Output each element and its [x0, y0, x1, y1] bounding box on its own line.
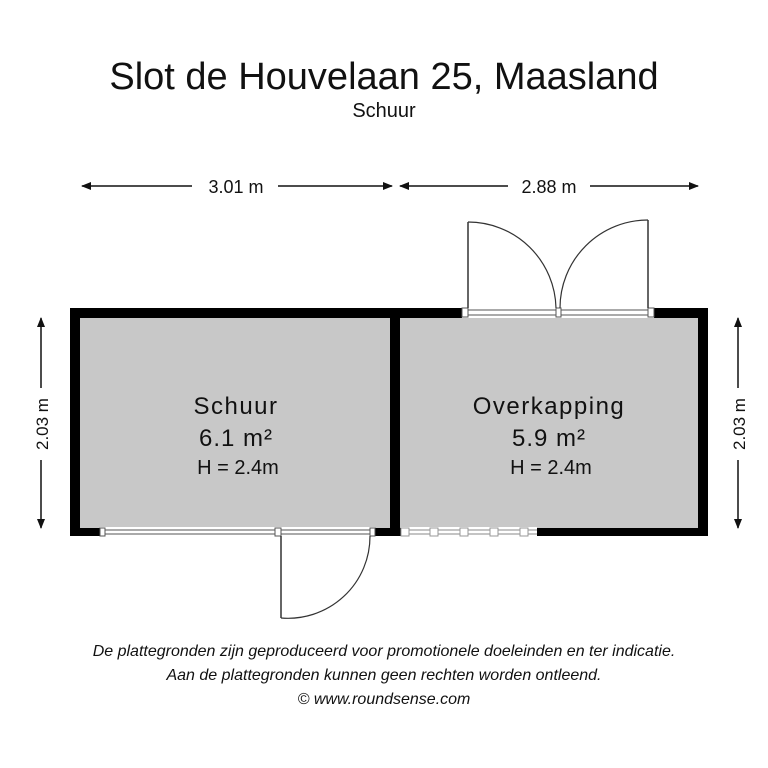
- dimension-top-right: [400, 177, 698, 197]
- dimension-label-top-right: 2.88 m: [521, 177, 577, 197]
- disclaimer-line-2: Aan de plattegronden kunnen geen rechten worden ontleend.: [166, 667, 602, 684]
- room-overkapping: [400, 318, 698, 528]
- room-height-schuur: H = 2.4m: [197, 457, 279, 479]
- door-opening-bottom: [100, 527, 375, 537]
- room-area-schuur: 6.1 m²: [198, 425, 274, 452]
- dimension-label-left: 2.03 m: [33, 398, 52, 450]
- dimension-label-right: 2.03 m: [730, 398, 749, 450]
- room-schuur: [80, 318, 390, 528]
- dimension-left: [33, 318, 52, 528]
- double-door-top: [462, 220, 654, 317]
- room-label-schuur: [193, 393, 278, 479]
- door-bottom: [100, 528, 375, 618]
- room-area-overkapping: 5.9 m²: [511, 425, 587, 452]
- open-side-bottom: [401, 527, 537, 537]
- room-name-schuur: Schuur: [193, 393, 279, 420]
- plan-subtitle: Schuur: [352, 100, 416, 122]
- plan-title: Slot de Houvelaan 25, Maasland: [109, 56, 659, 98]
- disclaimer-line-1: De plattegronden zijn geproduceerd voor promotionele doeleinden en ter indicatie.: [92, 643, 676, 660]
- dimension-right: [730, 318, 749, 528]
- dimension-top-left: [82, 177, 392, 197]
- copyright-link: © www.roundsense.com: [297, 691, 471, 708]
- room-name-overkapping: Overkapping: [472, 393, 626, 420]
- disclaimer: [0, 640, 768, 712]
- room-height-overkapping: H = 2.4m: [510, 457, 592, 479]
- dimension-label-top-left: 3.01 m: [208, 177, 264, 197]
